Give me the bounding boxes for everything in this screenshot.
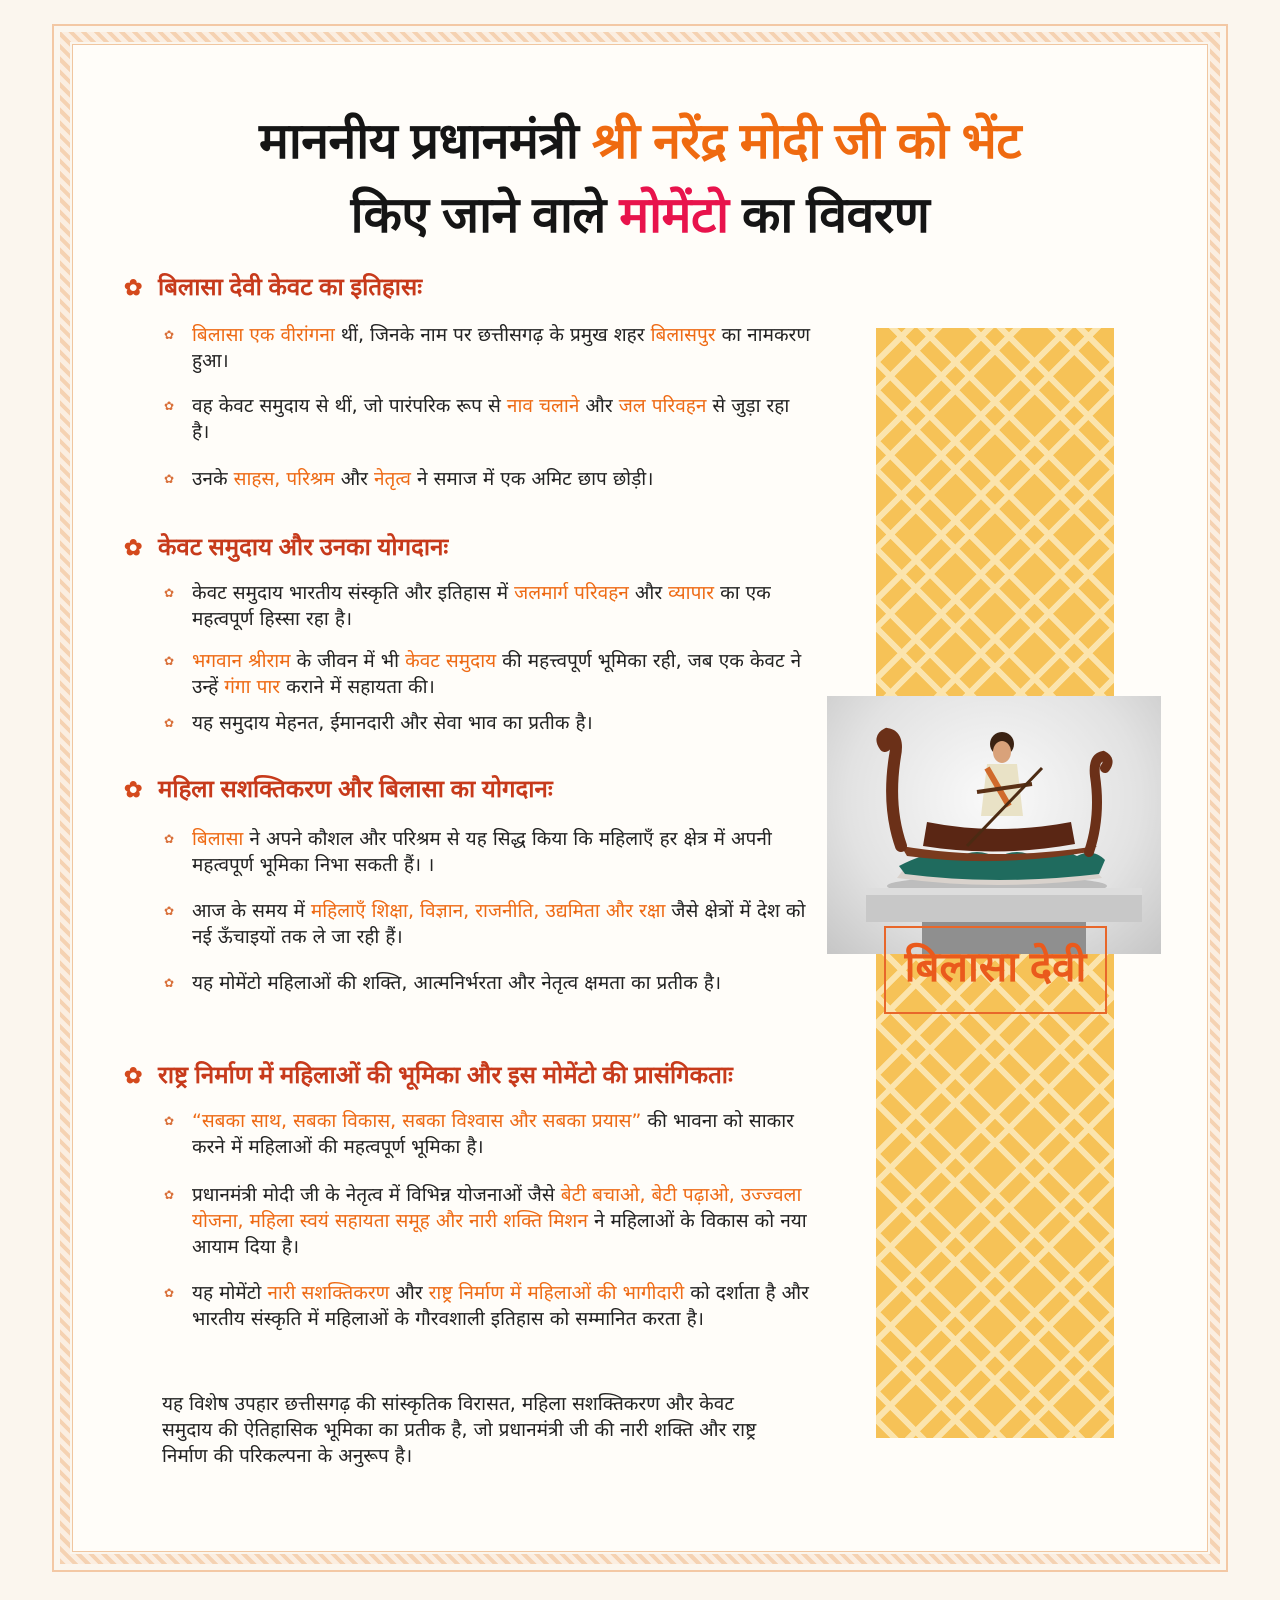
flower-bullet-icon: ✿ [164, 399, 175, 413]
section-heading-nation-building [124, 1064, 733, 1088]
flower-bullet-icon: ✿ [164, 586, 175, 600]
flower-bullet-icon: ✿ [164, 904, 175, 918]
heading-text: बिलासा देवी केवट का इतिहासः [158, 274, 423, 301]
section-heading-community [124, 536, 448, 560]
closing-paragraph: यह विशेष उपहार छत्तीसगढ़ की सांस्कृतिक विरासत, महिला सशक्तिकरण और केवट समुदाय की ऐतिहासिक भूमिका का प्रतीक है, जो प्रधानमंत्री जी की नारी शक्ति और राष्ट्र निर्माण की परिकल्पना के अनुरूप है। [162, 1393, 757, 1467]
title-text: किए जाने वाले [350, 187, 620, 243]
page-title-line-2 [0, 187, 1280, 243]
flower-bullet-icon: ✿ [164, 472, 175, 486]
flower-bullet-icon: ✿ [164, 328, 175, 342]
momento-caption: बिलासा देवी [904, 943, 1087, 990]
lotus-icon: ✿ [124, 275, 143, 300]
flower-bullet-icon: ✿ [164, 976, 175, 990]
flower-bullet-icon: ✿ [164, 832, 175, 846]
momento-photo [827, 696, 1161, 954]
flower-bullet-icon: ✿ [164, 1188, 175, 1202]
flower-bullet-icon: ✿ [164, 1286, 175, 1300]
flower-bullet-icon: ✿ [164, 654, 175, 668]
section-heading-women-empowerment [124, 778, 553, 802]
heading-text: राष्ट्र निर्माण में महिलाओं की भूमिका और इस मोमेंटो की प्रासंगिकताः [158, 1062, 733, 1089]
boat-figurine-image [827, 696, 1161, 954]
heading-text: केवट समुदाय और उनका योगदानः [158, 534, 449, 561]
lotus-icon: ✿ [124, 1063, 143, 1088]
section-heading-history [124, 276, 422, 300]
page-title-line-1 [0, 113, 1280, 169]
flower-bullet-icon: ✿ [164, 716, 175, 730]
lotus-icon: ✿ [124, 535, 143, 560]
heading-text: महिला सशक्तिकरण और बिलासा का योगदानः [158, 776, 553, 803]
lotus-icon: ✿ [124, 777, 143, 802]
title-text: का विवरण [728, 187, 930, 243]
title-highlight: मोमेंटो [619, 187, 729, 243]
flower-bullet-icon: ✿ [164, 1114, 175, 1128]
title-highlight: श्री नरेंद्र मोदी जी को भेंट [591, 113, 1022, 169]
title-text: माननीय प्रधानमंत्री [258, 113, 592, 169]
